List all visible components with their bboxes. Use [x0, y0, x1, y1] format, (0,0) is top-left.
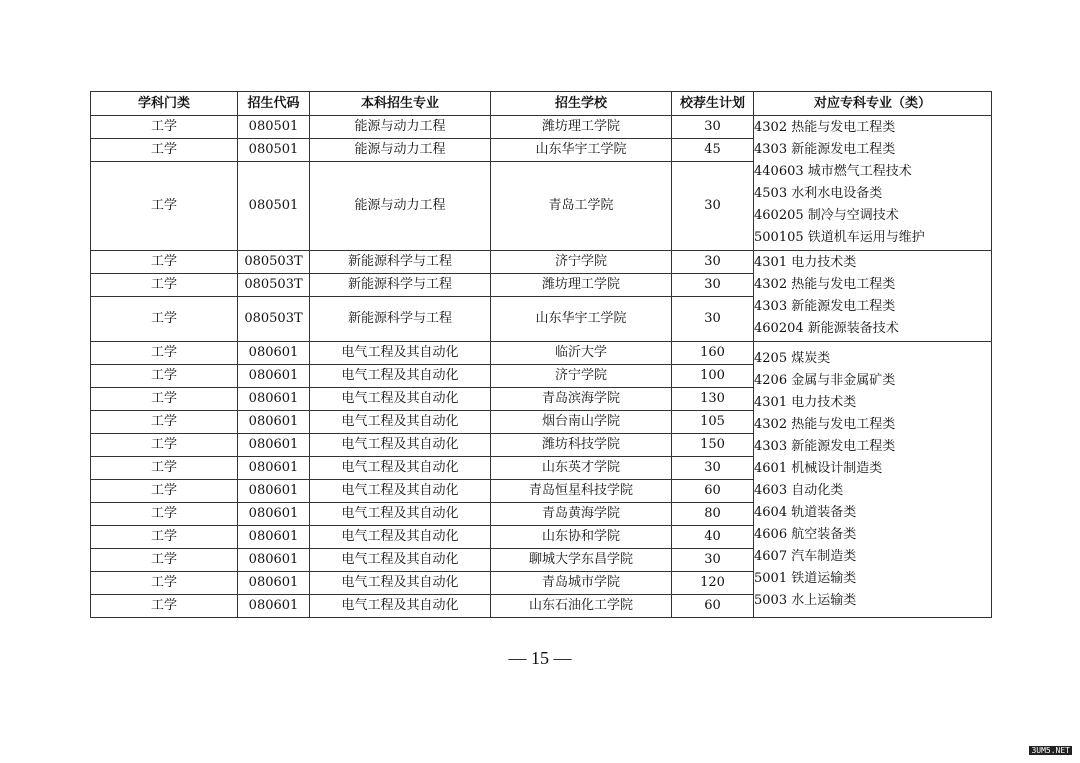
cell-code: 080601	[238, 388, 310, 411]
cell-code: 080503T	[238, 274, 310, 297]
cell-category: 工学	[91, 251, 238, 274]
related-major-item: 4607 汽车制造类	[754, 548, 857, 564]
cell-code: 080501	[238, 116, 310, 139]
cell-plan: 120	[672, 572, 754, 595]
related-major-item: 4503 水利水电设备类	[754, 186, 883, 201]
cell-major: 能源与动力工程	[310, 162, 491, 251]
cell-school: 济宁学院	[491, 251, 672, 274]
cell-school: 青岛恒星科技学院	[491, 480, 672, 503]
cell-plan: 60	[672, 480, 754, 503]
related-major-item: 500105 铁道机车运用与维护	[754, 230, 925, 245]
header-plan: 校荐生计划	[672, 92, 754, 116]
cell-plan: 30	[672, 297, 754, 342]
cell-plan: 100	[672, 365, 754, 388]
cell-school: 山东石油化工学院	[491, 595, 672, 618]
cell-code: 080601	[238, 503, 310, 526]
related-major-item: 4301 电力技术类	[754, 394, 857, 410]
cell-category: 工学	[91, 274, 238, 297]
cell-code: 080501	[238, 162, 310, 251]
cell-school: 聊城大学东昌学院	[491, 549, 672, 572]
cell-plan: 60	[672, 595, 754, 618]
related-major-item: 4604 轨道装备类	[754, 504, 857, 520]
cell-school: 青岛滨海学院	[491, 388, 672, 411]
cell-code: 080601	[238, 342, 310, 365]
cell-category: 工学	[91, 411, 238, 434]
cell-school: 山东华宇工学院	[491, 297, 672, 342]
cell-school: 潍坊理工学院	[491, 274, 672, 297]
cell-category: 工学	[91, 162, 238, 251]
cell-major: 电气工程及其自动化	[310, 503, 491, 526]
cell-major: 电气工程及其自动化	[310, 480, 491, 503]
cell-plan: 130	[672, 388, 754, 411]
cell-code: 080601	[238, 549, 310, 572]
related-major-item: 4302 热能与发电工程类	[754, 277, 896, 292]
cell-plan: 45	[672, 139, 754, 162]
cell-school: 济宁学院	[491, 365, 672, 388]
cell-plan: 160	[672, 342, 754, 365]
table-row	[91, 342, 992, 365]
cell-major: 能源与动力工程	[310, 116, 491, 139]
cell-major: 电气工程及其自动化	[310, 595, 491, 618]
table-header-row	[91, 92, 992, 116]
cell-major: 新能源科学与工程	[310, 274, 491, 297]
cell-category: 工学	[91, 503, 238, 526]
cell-plan: 30	[672, 549, 754, 572]
cell-category: 工学	[91, 549, 238, 572]
cell-major: 电气工程及其自动化	[310, 572, 491, 595]
cell-plan: 30	[672, 457, 754, 480]
cell-code: 080601	[238, 480, 310, 503]
cell-school: 青岛城市学院	[491, 572, 672, 595]
cell-plan: 150	[672, 434, 754, 457]
cell-major: 电气工程及其自动化	[310, 434, 491, 457]
cell-major: 电气工程及其自动化	[310, 365, 491, 388]
header-code: 招生代码	[238, 92, 310, 116]
cell-code: 080601	[238, 434, 310, 457]
cell-major: 电气工程及其自动化	[310, 411, 491, 434]
related-major-item: 4606 航空装备类	[754, 526, 857, 542]
cell-school: 青岛黄海学院	[491, 503, 672, 526]
enrollment-table	[90, 91, 992, 618]
cell-code: 080601	[238, 595, 310, 618]
cell-category: 工学	[91, 526, 238, 549]
related-major-item: 4303 新能源发电工程类	[754, 142, 896, 157]
related-major-item: 5003 水上运输类	[754, 592, 857, 608]
cell-related-majors	[754, 342, 992, 618]
cell-category: 工学	[91, 297, 238, 342]
cell-code: 080601	[238, 572, 310, 595]
table-row	[91, 251, 992, 274]
related-major-item: 4303 新能源发电工程类	[754, 299, 896, 314]
related-major-item: 4302 热能与发电工程类	[754, 416, 896, 432]
cell-major: 能源与动力工程	[310, 139, 491, 162]
cell-related-majors	[754, 116, 992, 251]
related-major-item: 5001 铁道运输类	[754, 570, 857, 586]
cell-major: 电气工程及其自动化	[310, 388, 491, 411]
cell-category: 工学	[91, 434, 238, 457]
related-major-item: 4601 机械设计制造类	[754, 460, 883, 476]
cell-plan: 30	[672, 162, 754, 251]
related-major-item: 4205 煤炭类	[754, 350, 831, 366]
cell-category: 工学	[91, 480, 238, 503]
header-related-majors: 对应专科专业（类）	[754, 92, 992, 116]
cell-code: 080503T	[238, 251, 310, 274]
cell-code: 080601	[238, 457, 310, 480]
cell-related-majors	[754, 251, 992, 342]
cell-code: 080503T	[238, 297, 310, 342]
cell-category: 工学	[91, 139, 238, 162]
cell-plan: 80	[672, 503, 754, 526]
related-major-item: 440603 城市燃气工程技术	[754, 164, 912, 179]
cell-code: 080601	[238, 411, 310, 434]
cell-category: 工学	[91, 572, 238, 595]
cell-school: 烟台南山学院	[491, 411, 672, 434]
cell-major: 新能源科学与工程	[310, 297, 491, 342]
page-number: — 15 —	[508, 648, 572, 668]
cell-school: 潍坊理工学院	[491, 116, 672, 139]
related-major-item: 4303 新能源发电工程类	[754, 438, 896, 454]
cell-plan: 30	[672, 274, 754, 297]
related-major-item: 4301 电力技术类	[754, 255, 857, 270]
watermark: 3UM5.NET	[1031, 746, 1070, 755]
cell-category: 工学	[91, 116, 238, 139]
cell-category: 工学	[91, 365, 238, 388]
cell-plan: 30	[672, 251, 754, 274]
cell-major: 电气工程及其自动化	[310, 342, 491, 365]
cell-school: 山东华宇工学院	[491, 139, 672, 162]
cell-category: 工学	[91, 388, 238, 411]
cell-category: 工学	[91, 342, 238, 365]
related-major-item: 4206 金属与非金属矿类	[754, 372, 896, 388]
cell-plan: 40	[672, 526, 754, 549]
cell-major: 电气工程及其自动化	[310, 526, 491, 549]
header-major: 本科招生专业	[310, 92, 491, 116]
table-body	[91, 116, 992, 618]
related-major-item: 460205 制冷与空调技术	[754, 208, 899, 223]
cell-category: 工学	[91, 457, 238, 480]
cell-major: 新能源科学与工程	[310, 251, 491, 274]
cell-code: 080601	[238, 365, 310, 388]
cell-plan: 30	[672, 116, 754, 139]
cell-major: 电气工程及其自动化	[310, 549, 491, 572]
cell-school: 潍坊科技学院	[491, 434, 672, 457]
header-school: 招生学校	[491, 92, 672, 116]
related-major-item: 4302 热能与发电工程类	[754, 120, 896, 135]
cell-category: 工学	[91, 595, 238, 618]
header-category: 学科门类	[91, 92, 238, 116]
cell-code: 080601	[238, 526, 310, 549]
cell-major: 电气工程及其自动化	[310, 457, 491, 480]
cell-plan: 105	[672, 411, 754, 434]
related-major-item: 460204 新能源装备技术	[754, 321, 899, 336]
cell-school: 临沂大学	[491, 342, 672, 365]
cell-school: 山东英才学院	[491, 457, 672, 480]
table-row	[91, 116, 992, 139]
cell-school: 青岛工学院	[491, 162, 672, 251]
cell-code: 080501	[238, 139, 310, 162]
related-major-item: 4603 自动化类	[754, 482, 844, 498]
cell-school: 山东协和学院	[491, 526, 672, 549]
